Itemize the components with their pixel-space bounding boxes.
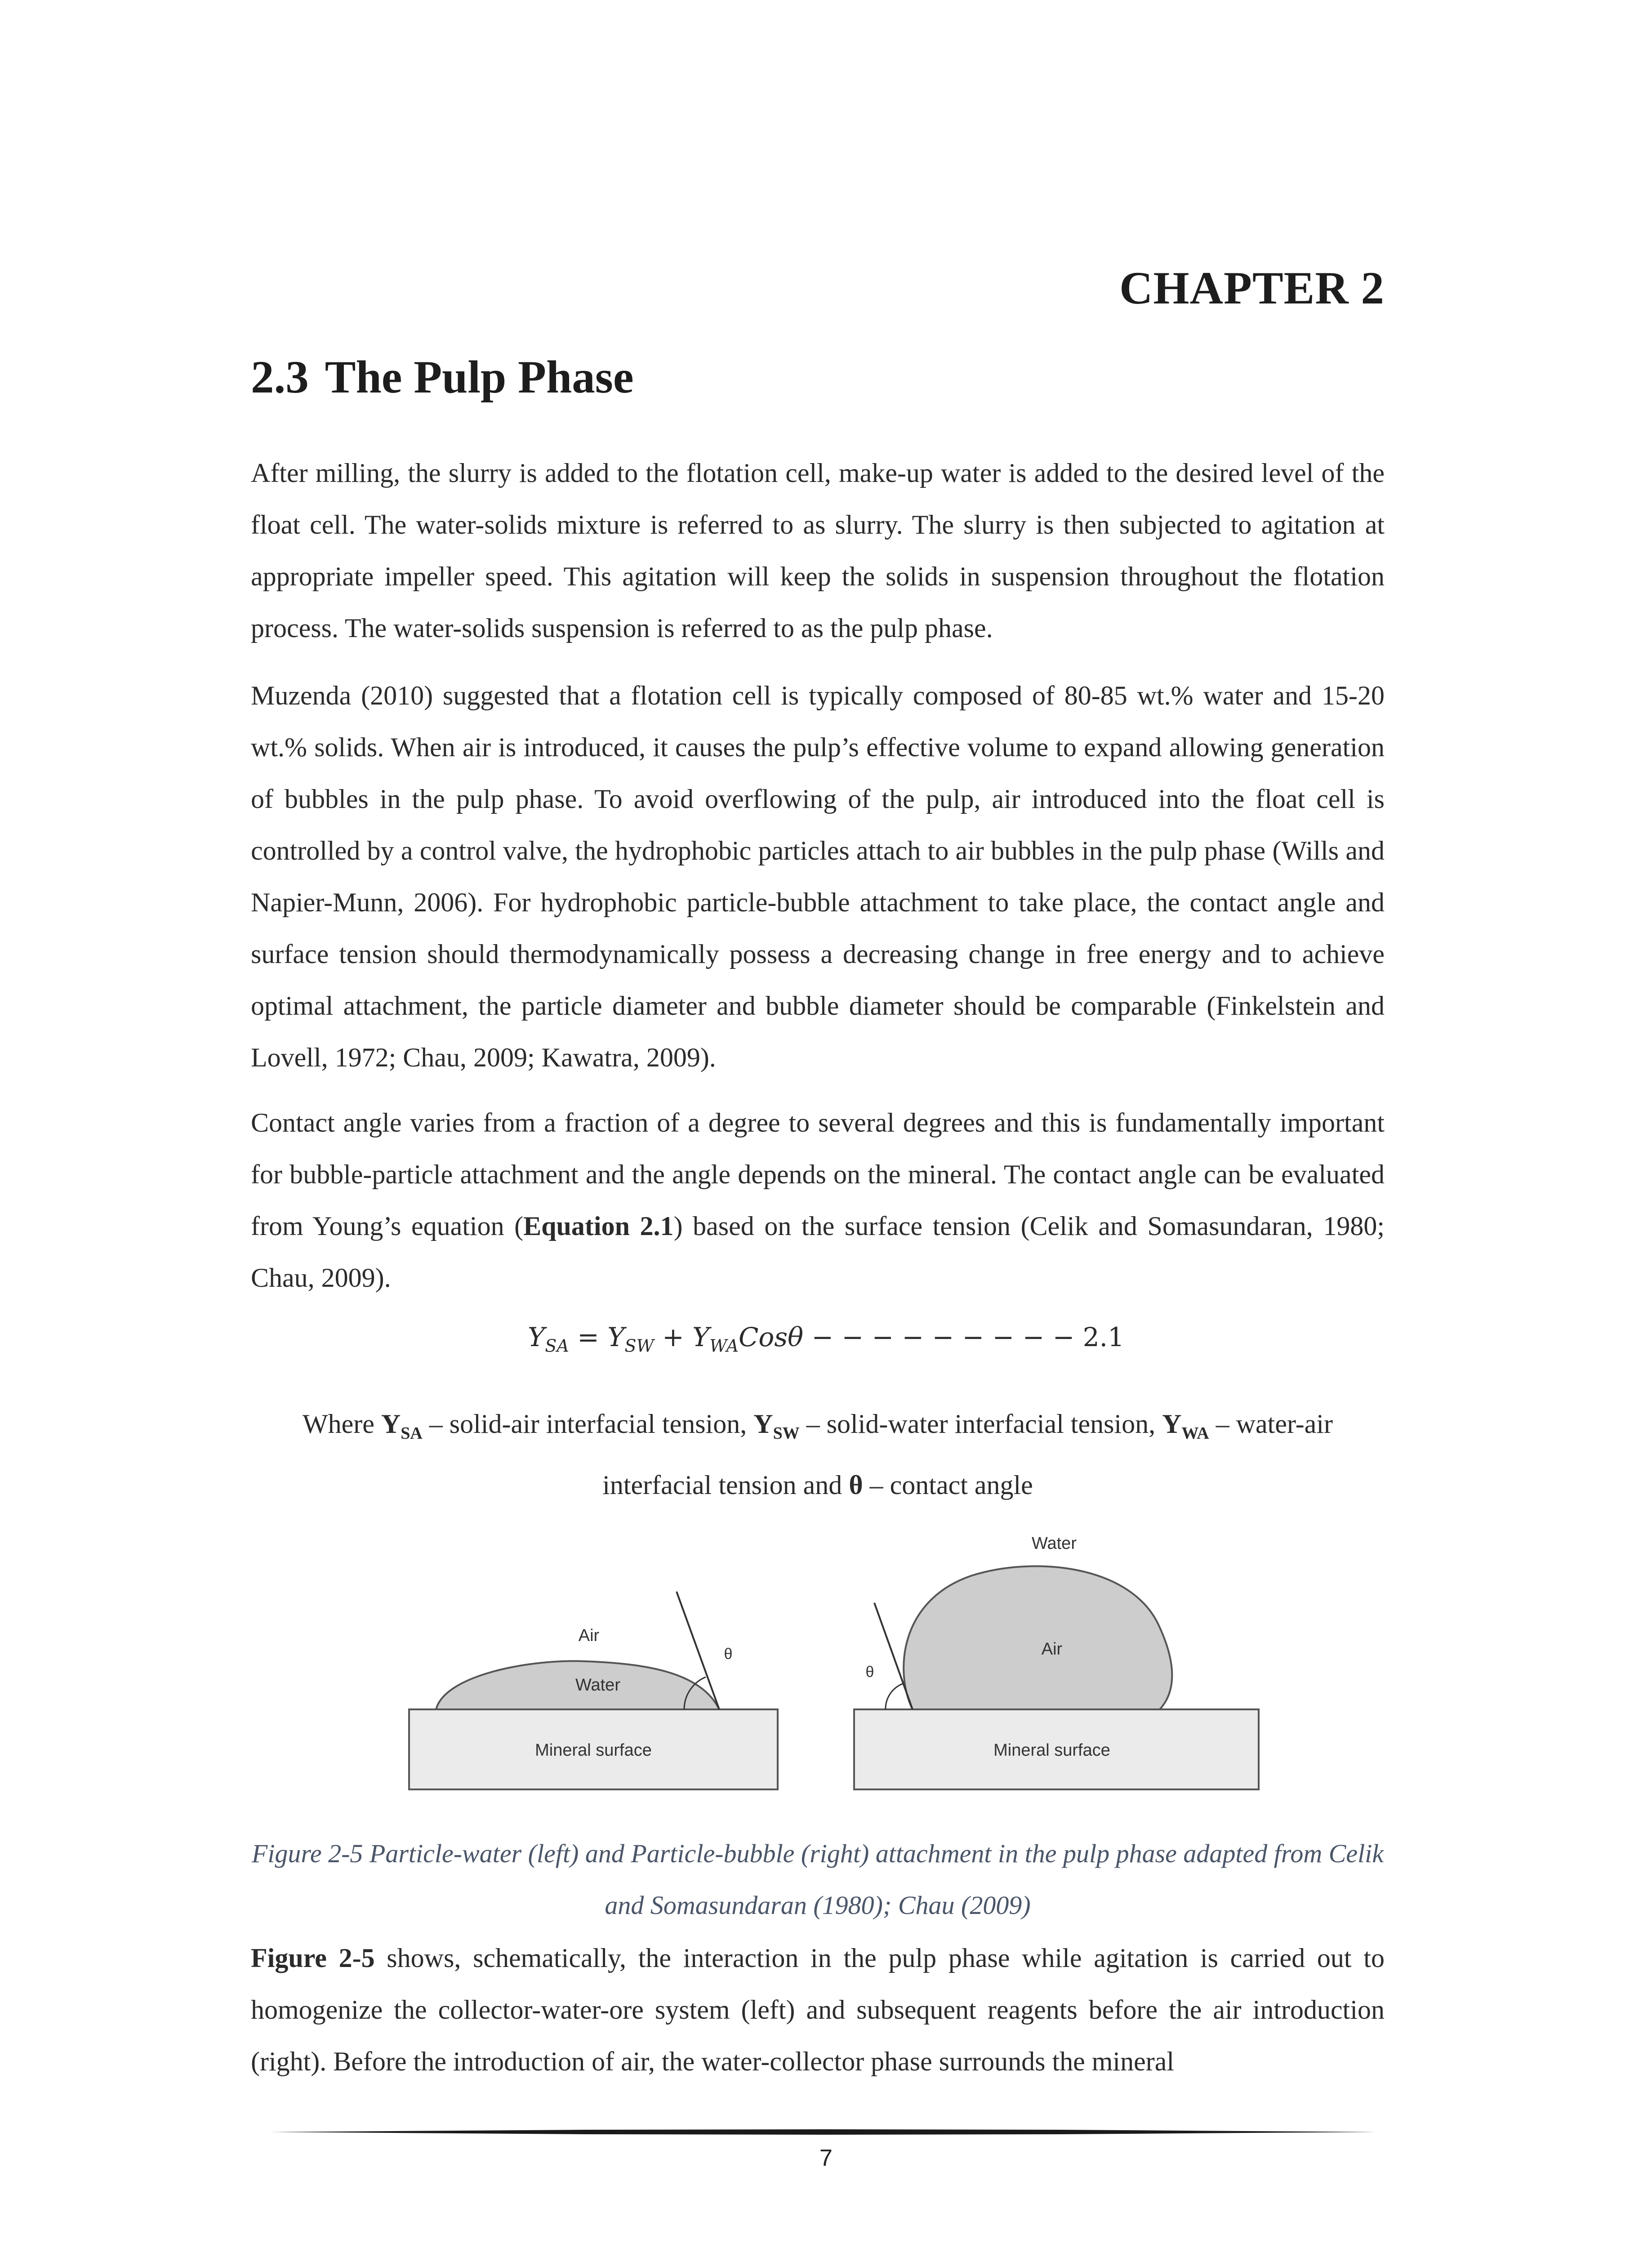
legend-gamma-sa: Y — [381, 1409, 401, 1439]
chapter-heading: CHAPTER 2 — [1119, 263, 1385, 314]
legend-where: Where — [302, 1409, 381, 1439]
right-angle-arc — [886, 1684, 903, 1709]
page-number: 7 — [819, 2145, 833, 2171]
paragraph-2: Muzenda (2010) suggested that a flotation cell is typically composed of 80-85 wt.% water and 15-20 wt.% solids. When air is introduced, it causes the pulp’s effective volume to expand allowing generation of bubbles in the pulp phase. To avoid overflowing of the pulp, air introduced into the float cell is controlled by a control valve, the hydrophobic particles attach to air bubbles in the pulp phase (Wills and Napier-Munn, 2006). For hydrophobic particle-bubble attachment to take place, the contact angle and surface tension should thermodynamically possess a decreasing change in free energy and to achieve optimal attachment, the particle diameter and bubble diameter should be comparable (Finkelstein and Lovell, 1972; Chau, 2009; Kawatra, 2009). — [251, 681, 1385, 1072]
eq-gamma-2: Y — [607, 1322, 625, 1352]
eq-number: 2.1 — [1082, 1322, 1125, 1352]
eq-gamma-3: Y — [692, 1322, 710, 1352]
figure-caption: Figure 2-5 Particle-water (left) and Particle-bubble (right) attachment in the pulp phase adapted from Celik and Somasundaran (1980); Chau (2009) — [251, 1839, 1384, 1920]
left-air-label: Air — [578, 1626, 600, 1645]
left-surface-label: Mineral surface — [535, 1741, 652, 1760]
legend-sub-wa: WA — [1181, 1424, 1209, 1443]
attachment-diagram — [396, 1524, 1277, 1803]
section-title: The Pulp Phase — [325, 352, 634, 403]
paragraph-4 — [251, 1932, 1385, 2087]
figure-reference: Figure 2-5 — [251, 1943, 375, 1973]
section-heading — [251, 351, 634, 404]
eq-leader-dashes: − − − − − − − − − — [803, 1322, 1083, 1352]
eq-equals: = — [569, 1322, 608, 1352]
left-water-label: Water — [575, 1676, 620, 1695]
right-surface-label: Mineral surface — [993, 1741, 1110, 1760]
left-theta-label: θ — [724, 1646, 733, 1663]
paragraph-3-text-b: ) based on the surface tension (Celik and Somasundaran, 1980; Chau, 2009). — [251, 1211, 1385, 1293]
legend-sub-sa: SA — [401, 1424, 423, 1443]
youngs-equation — [0, 1322, 1652, 1356]
eq-gamma-1: Y — [527, 1322, 545, 1352]
particle-bubble-panel — [854, 1534, 1259, 1789]
footer-rule — [270, 2129, 1376, 2135]
right-air-label: Air — [1041, 1640, 1063, 1659]
legend-text-4: – contact angle — [863, 1470, 1033, 1500]
legend-text-1: – solid-air interfacial tension, — [422, 1409, 754, 1439]
eq-cos-theta: Cosθ — [739, 1322, 804, 1352]
air-bubble — [904, 1566, 1172, 1709]
eq-plus: + — [654, 1322, 693, 1352]
paragraph-1: After milling, the slurry is added to the flotation cell, make-up water is added to the desired level of the float cell. The water-solids mixture is referred to as slurry. The slurry is then subjected to agitation at appropriate impeller speed. This agitation will keep the solids in suspension throughout the flotation process. The water-solids suspension is referred to as the pulp phase. — [251, 458, 1385, 643]
equation-legend — [251, 1398, 1385, 1511]
legend-theta: θ — [849, 1470, 863, 1500]
paragraph-4-text: shows, schematically, the interaction in the pulp phase while agitation is carried out to homogenize the collector-water-ore system (left) and subsequent reagents before the air introduction (right). Before the introduction of air, the water-collector phase surrounds the mineral — [251, 1943, 1385, 2076]
legend-text-2: – solid-water interfacial tension, — [799, 1409, 1162, 1439]
particle-water-panel — [409, 1592, 778, 1789]
legend-sub-sw: SW — [773, 1424, 800, 1443]
section-number: 2.3 — [251, 352, 309, 403]
legend-text-3: – water-air interfacial tension and — [602, 1409, 1333, 1500]
legend-gamma-wa: Y — [1162, 1409, 1182, 1439]
eq-sub-sa: SA — [545, 1336, 569, 1356]
legend-gamma-sw: Y — [753, 1409, 773, 1439]
equation-reference: Equation 2.1 — [523, 1211, 674, 1241]
right-water-label: Water — [1032, 1534, 1077, 1553]
paragraph-3-text-a: Contact angle varies from a fraction of a degree to several degrees and this is fundamentally important for bubble-particle attachment and the angle depends on the mineral. The contact angle can be evaluated from Young’s equation ( — [251, 1108, 1385, 1241]
eq-sub-wa: WA — [709, 1336, 739, 1356]
eq-sub-sw: SW — [624, 1336, 654, 1356]
right-theta-label: θ — [865, 1664, 874, 1681]
paragraph-3 — [251, 1097, 1385, 1304]
